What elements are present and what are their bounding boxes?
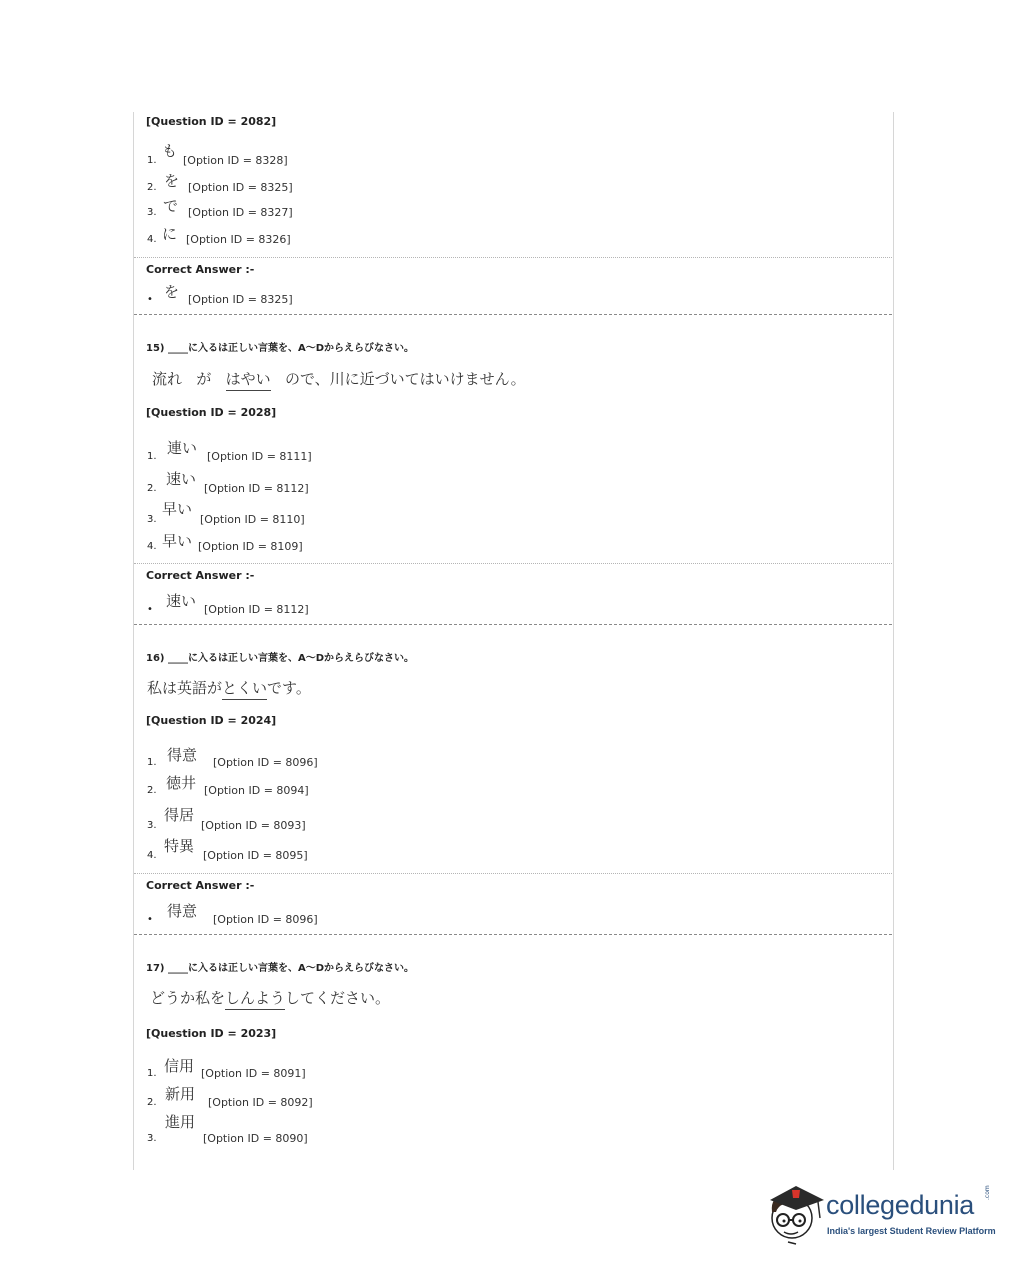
- underlined-word: しんよう: [225, 989, 285, 1010]
- option-id: [Option ID = 8112]: [204, 482, 309, 495]
- sentence-part: どうか私を: [150, 989, 226, 1007]
- option-text: 早い: [162, 532, 193, 550]
- option-text: 徳井: [166, 774, 197, 792]
- question-divider: [134, 934, 892, 935]
- question-heading: 16) ____に入るは正しい言葉を、A〜Dからえらびなさい。: [146, 653, 415, 664]
- option-text: も: [162, 142, 178, 160]
- option-number: 2.: [147, 483, 157, 494]
- question-id: [Question ID = 2082]: [146, 115, 277, 128]
- option-id: [Option ID = 8096]: [213, 756, 318, 769]
- logo-wordmark: collegedunia: [826, 1190, 975, 1220]
- option-id: [Option ID = 8109]: [198, 540, 303, 553]
- question-sentence: [147, 677, 311, 698]
- option-number: 1.: [147, 1068, 157, 1079]
- question-id: [Question ID = 2023]: [146, 1027, 277, 1040]
- option-text: 進用: [165, 1113, 196, 1131]
- option-text: を: [164, 172, 180, 190]
- mascot-icon: [766, 1178, 828, 1246]
- sentence-part: ので、川に近づいてはいけません。: [284, 370, 526, 388]
- underlined-word: はやい: [226, 370, 271, 391]
- divider: [134, 563, 892, 564]
- correct-answer-id: [Option ID = 8112]: [204, 603, 309, 616]
- correct-answer-text: を: [164, 283, 180, 301]
- sentence-part: が: [196, 370, 212, 388]
- bullet: •: [147, 294, 153, 305]
- logo-tagline: India's largest Student Review Platform: [827, 1226, 996, 1236]
- option-id: [Option ID = 8093]: [201, 819, 306, 832]
- divider: [134, 257, 892, 258]
- question-divider: [134, 314, 892, 315]
- option-id: [Option ID = 8325]: [188, 181, 293, 194]
- sentence-part: です。: [267, 679, 311, 697]
- sentence-part: してください。: [285, 989, 391, 1007]
- correct-answer-label: Correct Answer :-: [146, 879, 255, 892]
- option-text: 信用: [164, 1057, 195, 1075]
- sentence-part: 私は英語が: [147, 679, 223, 697]
- option-text: 特異: [164, 837, 195, 855]
- question-sentence: [150, 987, 390, 1008]
- option-id: [Option ID = 8090]: [203, 1132, 308, 1145]
- question-heading: 15) ____に入るは正しい言葉を、A〜Dからえらびなさい。: [146, 343, 415, 354]
- option-text: 連い: [167, 439, 198, 457]
- option-number: 4.: [147, 234, 157, 245]
- correct-answer-label: Correct Answer :-: [146, 263, 255, 276]
- bullet: •: [147, 604, 153, 615]
- collegedunia-logo[interactable]: [766, 1178, 996, 1248]
- option-id: [Option ID = 8095]: [203, 849, 308, 862]
- divider: [134, 873, 892, 874]
- option-number: 2.: [147, 1097, 157, 1108]
- option-text: 得意: [167, 746, 198, 764]
- option-id: [Option ID = 8092]: [208, 1096, 313, 1109]
- option-id: [Option ID = 8326]: [186, 233, 291, 246]
- question-heading: 17) ____に入るは正しい言葉を、A〜Dからえらびなさい。: [146, 963, 415, 974]
- option-id: [Option ID = 8094]: [204, 784, 309, 797]
- option-text: 速い: [166, 470, 197, 488]
- option-text: で: [163, 197, 179, 215]
- option-number: 3.: [147, 1133, 157, 1144]
- question-divider: [134, 624, 892, 625]
- option-id: [Option ID = 8091]: [201, 1067, 306, 1080]
- option-text: 早い: [162, 500, 193, 518]
- bullet: •: [147, 914, 153, 925]
- option-number: 1.: [147, 155, 157, 166]
- option-number: 2.: [147, 182, 157, 193]
- correct-answer-label: Correct Answer :-: [146, 569, 255, 582]
- option-number: 4.: [147, 850, 157, 861]
- option-number: 3.: [147, 207, 157, 218]
- option-id: [Option ID = 8328]: [183, 154, 288, 167]
- correct-answer-text: 速い: [166, 592, 197, 610]
- option-number: 3.: [147, 514, 157, 525]
- option-text: 新用: [165, 1085, 196, 1103]
- option-text: 得居: [164, 806, 195, 824]
- option-number: 1.: [147, 757, 157, 768]
- sentence-part: 流れ: [152, 370, 183, 388]
- option-id: [Option ID = 8110]: [200, 513, 305, 526]
- option-number: 2.: [147, 785, 157, 796]
- question-sentence: [152, 368, 526, 389]
- option-text: に: [162, 225, 178, 243]
- option-number: 4.: [147, 541, 157, 552]
- option-number: 1.: [147, 451, 157, 462]
- correct-answer-id: [Option ID = 8096]: [213, 913, 318, 926]
- option-number: 3.: [147, 820, 157, 831]
- underlined-word: とくい: [222, 679, 267, 700]
- option-id: [Option ID = 8111]: [207, 450, 312, 463]
- logo-domain-suffix: .com: [984, 1185, 991, 1200]
- question-id: [Question ID = 2024]: [146, 714, 277, 727]
- correct-answer-id: [Option ID = 8325]: [188, 293, 293, 306]
- option-id: [Option ID = 8327]: [188, 206, 293, 219]
- correct-answer-text: 得意: [167, 902, 198, 920]
- question-id: [Question ID = 2028]: [146, 406, 277, 419]
